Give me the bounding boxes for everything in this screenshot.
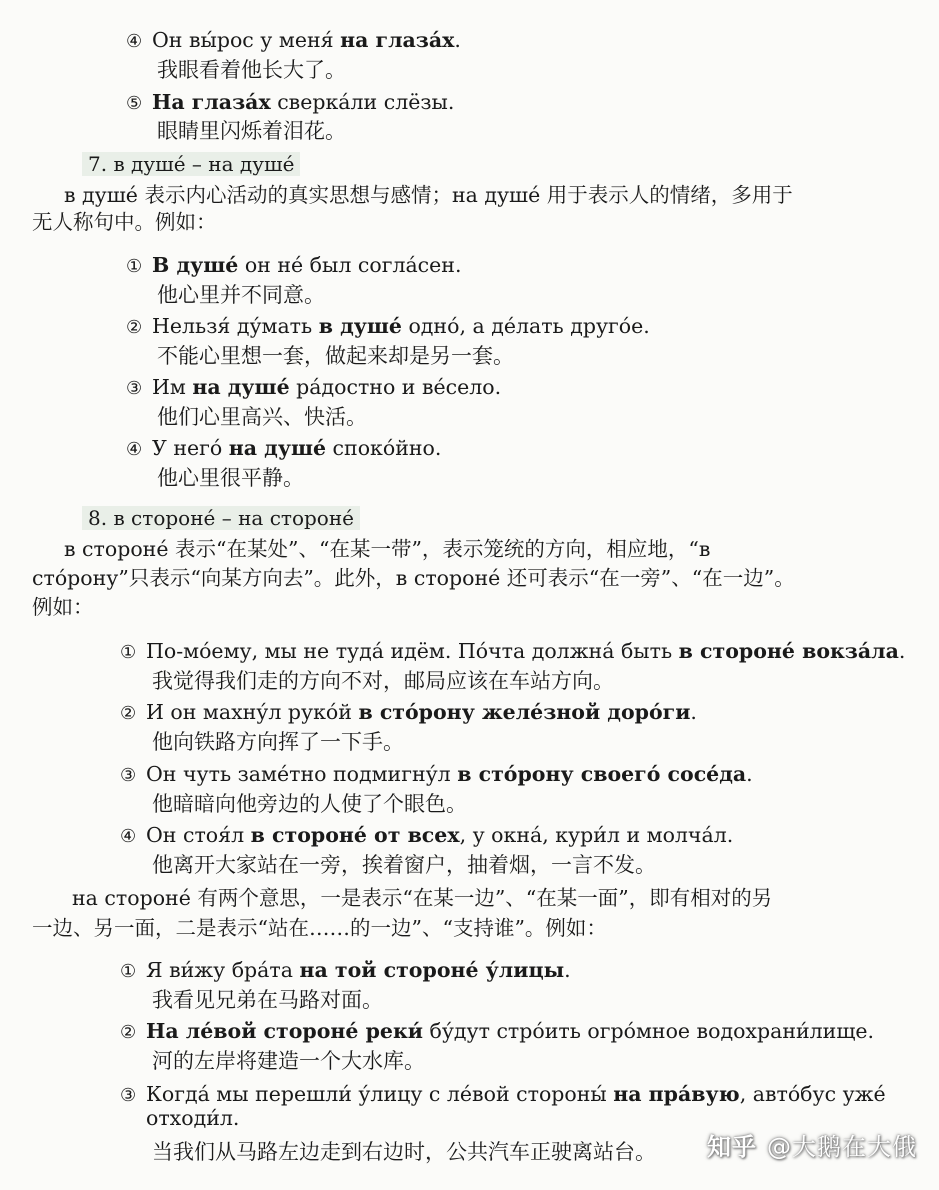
section-8-title: 8. в сторонé – на сторонé [88, 504, 360, 532]
example-ru: ② На ле́вой стороне́ реки́ бу́дут стро́ить огро́мное водохрани́лище. [120, 1019, 875, 1043]
example-ru-continuation: отходи́л. [146, 1106, 240, 1130]
section-8-paragraph2-line: на сторонé 有两个意思，一是表示“在某一边”、“在某一面”，即有相对的另 [72, 886, 773, 910]
example-zh: 他离开大家站在一旁，挨着窗户，抽着烟，一言不发。 [152, 853, 656, 877]
section-8-paragraph-line: в сторонé 表示“在某处”、“在某一带”，表示笼统的方向，相应地，“в [64, 537, 711, 561]
example-ru: ② Нельзя́ ду́мать в душе́ одно́, а де́лать друго́е. [126, 314, 650, 338]
section-7-title: 7. в душé – на душé [88, 150, 300, 178]
example-zh: 我眼看着他长大了。 [157, 58, 346, 82]
example-zh: 他心里并不同意。 [157, 283, 325, 307]
example-zh: 不能心里想一套，做起来却是另一套。 [157, 344, 514, 368]
section-8-paragraph2-line: 一边、另一面，二是表示“站在……的一边”、“支持谁”。例如： [32, 916, 607, 940]
example-zh: 他向铁路方向挥了一下手。 [152, 730, 404, 754]
example-ru: ① Я ви́жу бра́та на той стороне́ у́лицы. [120, 958, 571, 982]
example-ru: ① По-мо́ему, мы не туда́ идём. По́чта должна́ быть в стороне́ вокза́ла. [120, 639, 906, 663]
example-ru: ④ Он вы́рос у меня́ на глаза́х. [126, 28, 461, 52]
watermark-handle: @大鹅在大俄 [767, 1133, 917, 1161]
example-zh: 我看见兄弟在马路对面。 [152, 988, 383, 1012]
zhihu-watermark [707, 1127, 917, 1162]
section-8-paragraph-line: 例如： [32, 595, 94, 619]
example-zh: 他心里很平静。 [157, 466, 304, 490]
section-8-paragraph-line: сто́рону”只表示“向某方向去”。此外，в сторонé 还可表示“在一旁”、“在一边”。 [32, 566, 795, 590]
example-ru: ① В душе́ он не́ был согла́сен. [126, 253, 462, 277]
example-zh: 当我们从马路左边走到右边时，公共汽车正驶离站台。 [152, 1140, 656, 1164]
example-ru: ③ Им на душе́ ра́достно и ве́село. [126, 375, 502, 399]
example-ru: ⑤ На глаза́х сверка́ли слёзы. [126, 90, 455, 114]
example-ru: ③ Когда́ мы перешли́ у́лицу с ле́вой стороны́ на пра́вую, авто́бус уже́ [120, 1082, 886, 1106]
section-7-paragraph-line: в душé 表示内心活动的真实思想与感情；на душé 用于表示人的情绪，多用于 [64, 183, 793, 207]
example-zh: 我觉得我们走的方向不对，邮局应该在车站方向。 [152, 669, 614, 693]
example-zh: 河的左岸将建造一个大水库。 [152, 1049, 425, 1073]
example-ru: ④ У него́ на душе́ споко́йно. [126, 436, 442, 460]
zhihu-logo: 知乎 [707, 1133, 757, 1161]
example-ru: ④ Он стоя́л в стороне́ от всех, у окна́, кури́л и молча́л. [120, 823, 734, 847]
example-ru: ② И он махну́л руко́й в сто́рону желе́зной доро́ги. [120, 700, 697, 724]
example-ru: ③ Он чуть заме́тно подмигну́л в сто́рону своего́ сосе́да. [120, 762, 753, 786]
example-zh: 他暗暗向他旁边的人使了个眼色。 [152, 792, 467, 816]
example-zh: 他们心里高兴、快活。 [157, 405, 367, 429]
section-7-paragraph-line: 无人称句中。例如： [32, 210, 217, 234]
example-zh: 眼睛里闪烁着泪花。 [157, 119, 346, 143]
